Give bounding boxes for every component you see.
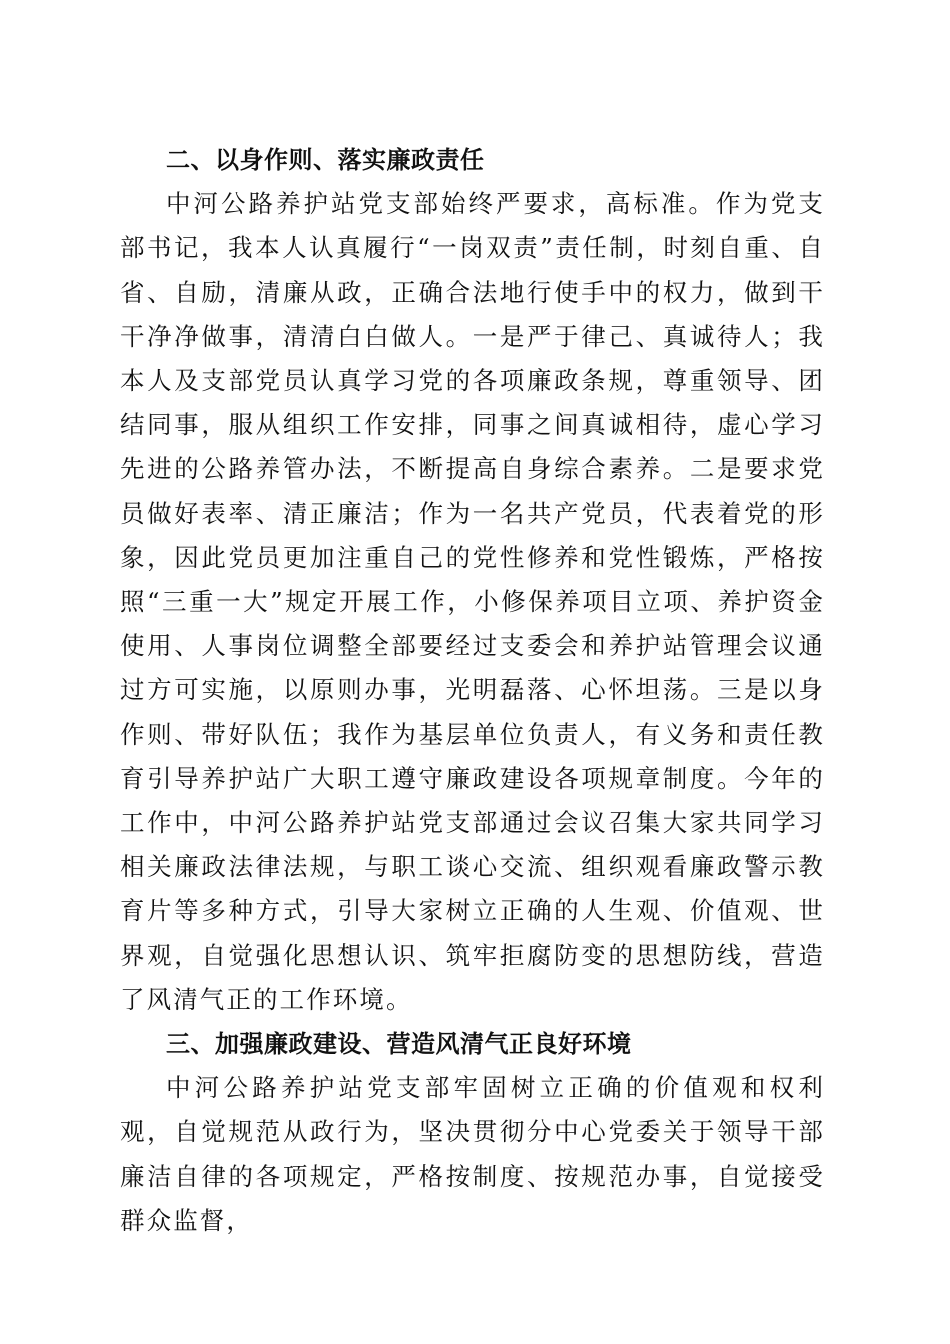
section-heading-3: 三、加强廉政建设、营造风清气正良好环境	[166, 1030, 632, 1059]
section-paragraph-2: 中河公路养护站党支部始终严要求，高标准。作为党支部书记，我本人认真履行“一岗双责”责任制，时刻自重、自省、自励，清廉从政，正确合法地行使手中的权力，做到干干净净做事，清清白白做人。一是严于律己、真诚待人；我本人及支部党员认真学习党的各项廉政条规，尊重领导、团结同事，服从组织工作安排，同事之间真诚相待，虚心学习先进的公路养管办法，不断提高自身综合素养。二是要求党员做好表率、清正廉洁；作为一名共产党员，代表着党的形象，因此党员更加注重自己的党性修养和党性锻炼，严格按照“三重一大”规定开展工作，小修保养项目立项、养护资金使用、人事岗位调整全部要经过支委会和养护站管理会议通过方可实施，以原则办事，光明磊落、心怀坦荡。三是以身作则、带好队伍；我作为基层单位负责人，有义务和责任教育引导养护站广大职工遵守廉政建设各项规章制度。今年的工作中，中河公路养护站党支部通过会议召集大家共同学习相关廉政法律法规，与职工谈心交流、组织观看廉政警示教育片等多种方式，引导大家树立正确的人生观、价值观、世界观，自觉强化思想认识、筑牢拒腐防变的思想防线，营造了风清气正的工作环境。	[120, 189, 825, 1014]
section-paragraph-3: 中河公路养护站党支部牢固树立正确的价值观和权利观，自觉规范从政行为，坚决贯彻分中心党委关于领导干部廉洁自律的各项规定，严格按制度、按规范办事，自觉接受群众监督，	[120, 1073, 825, 1235]
document-body	[120, 138, 825, 1243]
section-heading-2: 二、以身作则、落实廉政责任	[166, 146, 485, 174]
